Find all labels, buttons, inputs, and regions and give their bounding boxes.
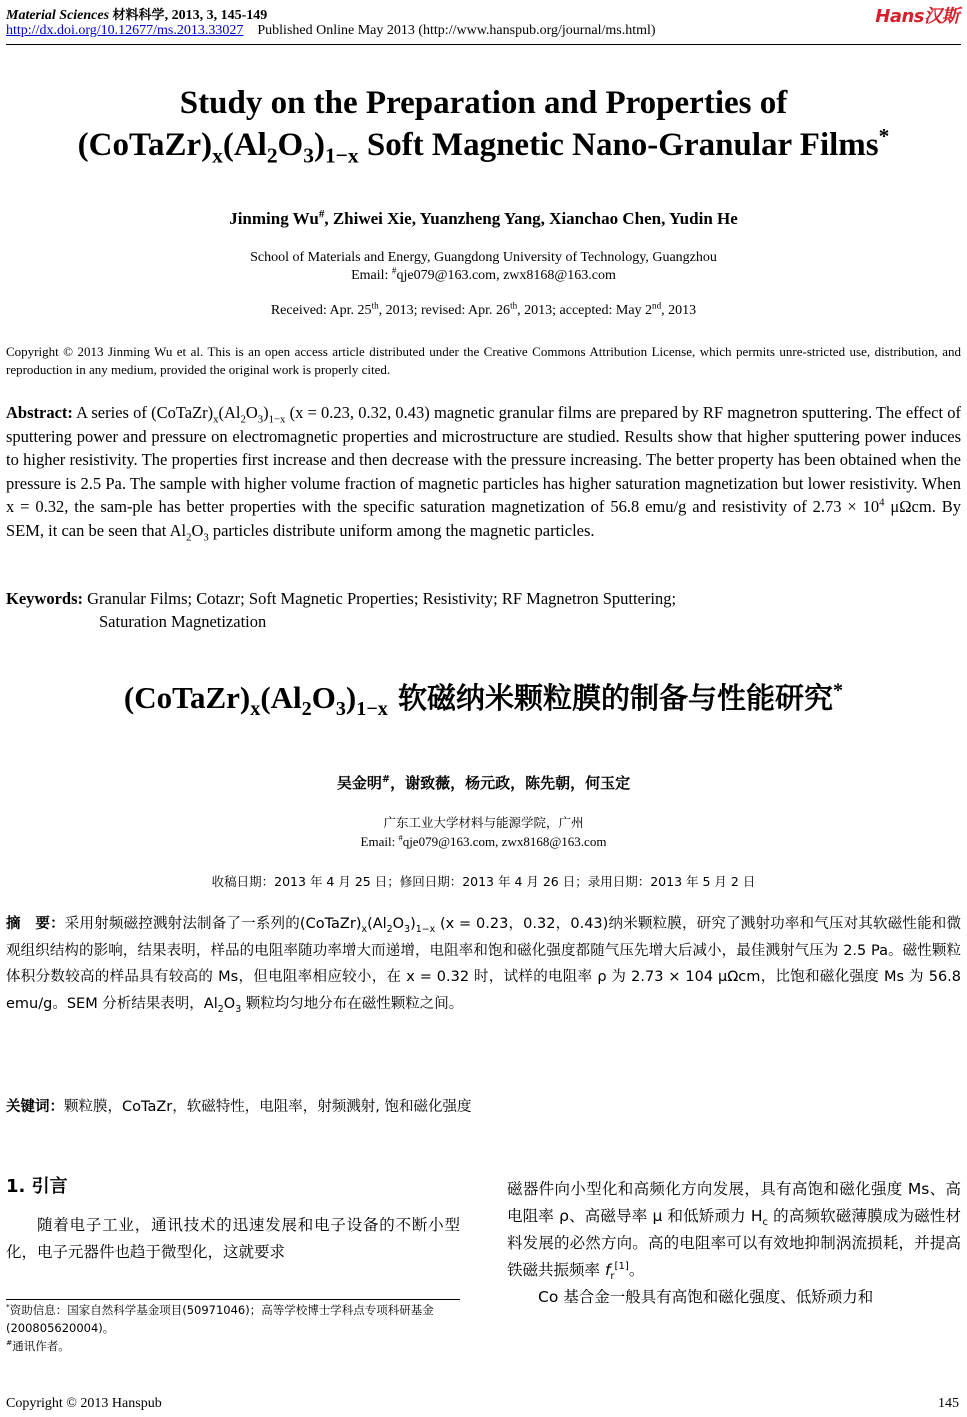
authors-cn: 吴金明#，谢致薇，杨元政，陈先朝，何玉定 (336, 774, 631, 792)
paper-title-cn: $(CoTaZr)_x(Al_2O_3)_{1-x}$ 软磁纳米颗粒膜的制备与性能研究* (123, 679, 844, 721)
title-line-1: Study on the Preparation and Properties of (179, 85, 788, 121)
abstract-cn: 摘 要：采用射频磁控溅射法制备了一系列的$(CoTaZr)_x(Al_2O_3)_{1-x}$ (x = 0.23，0.32，0.43)纳米颗粒膜，研究了溅射功率和气压对其软磁性能和微观组织结构的影响，结果表明，样品的电阻率随功率增大而递增，电阻率和饱和磁化强度都随气压先增大后减小，最佳溅射气压为 2.5 Pa。磁性颗粒体积分数较高的样品具有较高的 Ms，但电阻率相应较小，在 x = 0.32 时，试样的电阻率 ρ 为 2.73 × 104 μΩcm，比饱和磁化强度 Ms 为 56.8 emu/g。SEM 分析结果表明，$Al_2O_3$ 颗粒均匀地分布在磁性颗粒之间。 (6, 916, 962, 1015)
received-dates-cn: 收稿日期：2013 年 4 月 25 日；修回日期：2013 年 4 月 26 日；录用日期：2013 年 5 月 2 日 (211, 874, 756, 889)
header-divider (6, 44, 961, 45)
abstract-cn-label: 摘 要： (6, 916, 65, 932)
hans-logo: Hans汉斯 (875, 6, 959, 27)
journal-name-cn: 材料科学 (112, 8, 165, 23)
affiliation-cn (0, 813, 967, 851)
body-paragraph-continued: 磁器件向小型化和高频化方向发展，具有高饱和磁化强度 Ms、高电阻率 ρ、高磁导率 μ 和低矫顽力 $H_c$ 的高频软磁薄膜成为磁性材料发展的必然方向。高的电阻率可以有效地抑制涡流损耗，并提高铁磁共振频率 $f_r[1]$。 (507, 1180, 961, 1283)
body-column-right (507, 1176, 961, 1311)
school-cn: 广东工业大学材料与能源学院，广州 (383, 815, 584, 830)
body-paragraph: 随着电子工业，通讯技术的迅速发展和电子设备的不断小型化，电子元器件也趋于微型化，这就要求 (6, 1216, 460, 1261)
keywords-cn: 关键词：颗粒膜，CoTaZr，软磁特性，电阻率，射频溅射, 饱和磁化强度 (6, 1099, 472, 1115)
keywords-cn-label: 关键词： (6, 1099, 64, 1115)
published-online: Published Online May 2013 (http://www.hanspub.org/journal/ms.html) (257, 23, 656, 38)
abstract-en: Abstract: A series of $(CoTaZr)_x(Al_2O_3)_{1-x}$ (x = 0.23, 0.32, 0.43) magnetic granular films are prepared by RF magnetron sputtering. The effect of sputtering power and pressure on electromagnetic properties and microstructure are studied. Results show that higher sputtering power induces to higher resistivity. The properties first increase and then decrease with the pressure increasing. The better property has been obtained when the pressure is 2.5 Pa. The sample with higher volume fraction of magnetic particles has higher saturation magnetization but lower resistivity. When x = 0.32, the sam-ple has better properties with the specific saturation magnetization of 56.8 emu/g and resistivity of $2.73 \times 10^4$ μΩcm. By SEM, it can be seen that $Al_2O_3$ particles distribute uniform among the magnetic particles. (6, 403, 961, 543)
footnote-corresponding: #通讯作者。 (6, 1338, 70, 1353)
footnote-funding: *资助信息：国家自然科学基金项目(50971046)；高等学校博士学科点专项科研基金(200805620004)。 (6, 1302, 434, 1335)
keywords-label: Keywords: (6, 589, 83, 608)
email-cn: Email: #qje079@163.com, zwx8168@163.com (360, 832, 607, 849)
publication-line (6, 23, 656, 39)
copyright-notice-en: Copyright © 2013 Jinming Wu et al. This is an open access article distributed under the Creative Commons Attribution License, which permits unre-stricted use, distribution, and reproduction in any medium, provided the original work is properly cited. (6, 344, 961, 377)
journal-header (6, 4, 267, 24)
page-number: 145 (938, 1396, 959, 1411)
footer-copyright: Copyright © 2013 Hanspub (6, 1396, 162, 1411)
body-paragraph: Co 基合金一般具有高饱和磁化强度、低矫顽力和 (538, 1288, 874, 1306)
email-en: Email: #qje079@163.com, zwx8168@163.com (351, 265, 616, 283)
journal-volume: , 2013, 3, 145-149 (164, 8, 268, 23)
school-en: School of Materials and Energy, Guangdong University of Technology, Guangzhou (250, 250, 717, 265)
authors-en: Jinming Wu#, Zhiwei Xie, Yuanzheng Yang, Xianchao Chen, Yudin He (229, 208, 738, 228)
journal-name: Material Sciences (6, 8, 110, 23)
footnote-divider (6, 1299, 460, 1300)
title-line-2: $(CoTaZr)_x(Al_2O_3)_{1-x}$ Soft Magnetic Nano-Granular Films* (77, 124, 890, 168)
keywords-en: Keywords: Granular Films; Cotazr; Soft Magnetic Properties; Resistivity; RF Magnetron Sputtering; Saturation Magnetization (6, 589, 677, 631)
paper-title-en (0, 82, 967, 166)
citation-ref[interactable]: [1] (614, 1260, 629, 1272)
title-footnote-mark: * (878, 124, 890, 148)
section-heading-introduction: 1. 引言 (6, 1176, 68, 1197)
body-column-left (6, 1172, 460, 1266)
abstract-label: Abstract: (6, 403, 73, 422)
received-dates-en: Received: Apr. 25th, 2013; revised: Apr. 26th, 2013; accepted: May 2nd, 2013 (270, 300, 697, 318)
footnotes (6, 1301, 460, 1355)
doi-link[interactable]: http://dx.doi.org/10.12677/ms.2013.33027 (6, 23, 244, 38)
affiliation-en (0, 249, 967, 285)
